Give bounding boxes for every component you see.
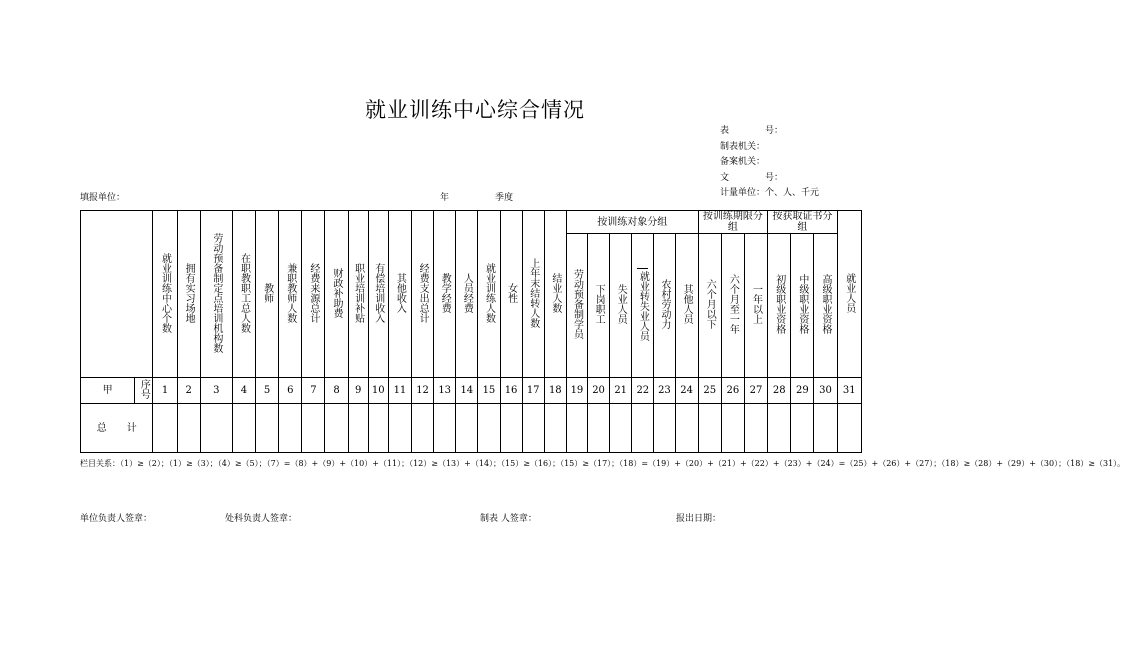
col-header-27: 一年以上 (744, 234, 767, 378)
column-number: 16 (500, 378, 522, 404)
col-header-20: 下岗职工 (588, 234, 610, 378)
maker-signature-label: 制表 人签章： (480, 514, 537, 524)
total-cell[interactable] (456, 404, 478, 453)
col-header-28: 初级职业资格 (768, 234, 791, 378)
column-number: 5 (256, 378, 279, 404)
row-label-seq: 序号 (135, 378, 153, 404)
col-header-11: 其他收入 (388, 211, 411, 378)
dept-head-signature-label: 处科负责人签章： (225, 514, 298, 524)
total-cell[interactable] (566, 404, 587, 453)
total-cell[interactable] (544, 404, 566, 453)
col-header-25: 六个月以下 (698, 234, 721, 378)
report-date-label: 报出日期： (676, 514, 722, 524)
col-header-5: 教师 (256, 211, 279, 378)
row-label-total: 总 计 (81, 404, 153, 453)
group-header-duration: 按训练期限分组 (698, 211, 767, 234)
col-header-12: 经费支出总计 (412, 211, 434, 378)
column-number: 10 (368, 378, 388, 404)
col-header-16: 女性 (500, 211, 522, 378)
col-header-23: 农村劳动力 (654, 234, 675, 378)
total-cell[interactable] (325, 404, 348, 453)
group-header-target: 按训练对象分组 (566, 211, 698, 234)
column-number: 27 (744, 378, 767, 404)
column-number: 30 (814, 378, 837, 404)
column-number: 14 (456, 378, 478, 404)
col-header-1: 就业训练中心个数 (153, 211, 177, 378)
column-number: 11 (388, 378, 411, 404)
col-header-26: 六个月至一年 (721, 234, 744, 378)
total-cell[interactable] (388, 404, 411, 453)
col-header-17: 上年末结转人数 (522, 211, 544, 378)
total-cell[interactable] (200, 404, 232, 453)
record-org-label: 备案机关： (720, 157, 766, 167)
summary-table (80, 210, 862, 453)
total-cell[interactable] (744, 404, 767, 453)
column-number: 22 (632, 378, 654, 404)
column-number: 29 (791, 378, 814, 404)
total-cell[interactable] (500, 404, 522, 453)
reporting-unit-label: 填报单位： (80, 193, 126, 203)
column-number: 21 (610, 378, 632, 404)
year-label: 年 (440, 193, 450, 203)
column-number: 19 (566, 378, 587, 404)
col-header-30: 高级职业资格 (814, 234, 837, 378)
column-number: 8 (325, 378, 348, 404)
column-number: 20 (588, 378, 610, 404)
total-cell[interactable] (675, 404, 698, 453)
column-relations-note: 栏目关系：（1）≥（2）；（1）≥（3）；（4）≥（5）；（7）=（8）+（9）+（10）+（11）；（12）≥（13）+（14）；（15）≥（16）；（15）≥（17）；（18）=（19）+（20）+（21）+（22）+（23）+（24）=（25）+（26）+（27）；（18）≥（28）+（29）+（30）；（18）≥（31）。 (80, 459, 1125, 468)
total-cell[interactable] (522, 404, 544, 453)
column-number: 6 (279, 378, 302, 404)
column-number: 18 (544, 378, 566, 404)
column-number: 2 (177, 378, 200, 404)
column-number: 31 (837, 378, 861, 404)
total-cell[interactable] (632, 404, 654, 453)
total-cell[interactable] (768, 404, 791, 453)
column-number: 25 (698, 378, 721, 404)
total-cell[interactable] (177, 404, 200, 453)
total-cell[interactable] (698, 404, 721, 453)
total-cell[interactable] (153, 404, 177, 453)
column-number: 1 (153, 378, 177, 404)
table-number-label: 表 号： (720, 126, 784, 136)
col-header-15: 就业训练人数 (478, 211, 500, 378)
total-cell[interactable] (302, 404, 325, 453)
total-cell[interactable] (837, 404, 861, 453)
col-header-6: 兼职教师人数 (279, 211, 302, 378)
col-header-9: 职业培训补贴 (348, 211, 368, 378)
col-header-10: 有偿培训收入 (368, 211, 388, 378)
col-header-22: 就业转失业人员 (632, 234, 654, 378)
total-cell[interactable] (348, 404, 368, 453)
col-header-19: 劳动预备制学员 (566, 234, 587, 378)
unit-head-signature-label: 单位负责人签章： (80, 514, 153, 524)
column-number: 7 (302, 378, 325, 404)
unit-label: 计量单位：个、人、千元 (720, 188, 820, 198)
col-header-4: 在职教职工总人数 (232, 211, 255, 378)
group-header-cert: 按获取证书分组 (768, 211, 837, 234)
col-header-24: 其他人员 (675, 234, 698, 378)
column-number: 13 (434, 378, 456, 404)
page-title: 就业训练中心综合情况 (365, 98, 585, 122)
col-header-21: 失业人员 (610, 234, 632, 378)
col-header-2: 拥有实习场地 (177, 211, 200, 378)
col-header-13: 教学经费 (434, 211, 456, 378)
column-number: 15 (478, 378, 500, 404)
total-cell[interactable] (368, 404, 388, 453)
maker-org-label: 制表机关： (720, 141, 766, 152)
col-header-18: 结业人数 (544, 211, 566, 378)
col-header-7: 经费来源总计 (302, 211, 325, 378)
col-header-8: 财政补助费 (325, 211, 348, 378)
total-cell[interactable] (791, 404, 814, 453)
col-header-14: 人员经费 (456, 211, 478, 378)
column-number: 9 (348, 378, 368, 404)
total-cell[interactable] (434, 404, 456, 453)
corner-cell (81, 211, 153, 378)
total-cell[interactable] (721, 404, 744, 453)
total-cell[interactable] (279, 404, 302, 453)
total-cell[interactable] (654, 404, 675, 453)
document-number-label: 文 号： (720, 172, 784, 183)
column-number: 24 (675, 378, 698, 404)
total-cell[interactable] (478, 404, 500, 453)
column-number: 23 (654, 378, 675, 404)
column-number: 12 (412, 378, 434, 404)
col-header-31: 就业人员 (837, 211, 861, 378)
column-number: 3 (200, 378, 232, 404)
total-cell[interactable] (610, 404, 632, 453)
column-number: 26 (721, 378, 744, 404)
total-cell[interactable] (412, 404, 434, 453)
quarter-label: 季度 (495, 193, 514, 203)
total-cell[interactable] (588, 404, 610, 453)
total-cell[interactable] (232, 404, 255, 453)
column-number: 4 (232, 378, 255, 404)
col-header-3: 劳动预备制定点培训机构数 (200, 211, 232, 378)
col-header-29: 中级职业资格 (791, 234, 814, 378)
row-label-jia: 甲 (81, 378, 135, 404)
column-number: 28 (768, 378, 791, 404)
form-meta (720, 124, 819, 202)
column-number: 17 (522, 378, 544, 404)
total-cell[interactable] (814, 404, 837, 453)
total-cell[interactable] (256, 404, 279, 453)
